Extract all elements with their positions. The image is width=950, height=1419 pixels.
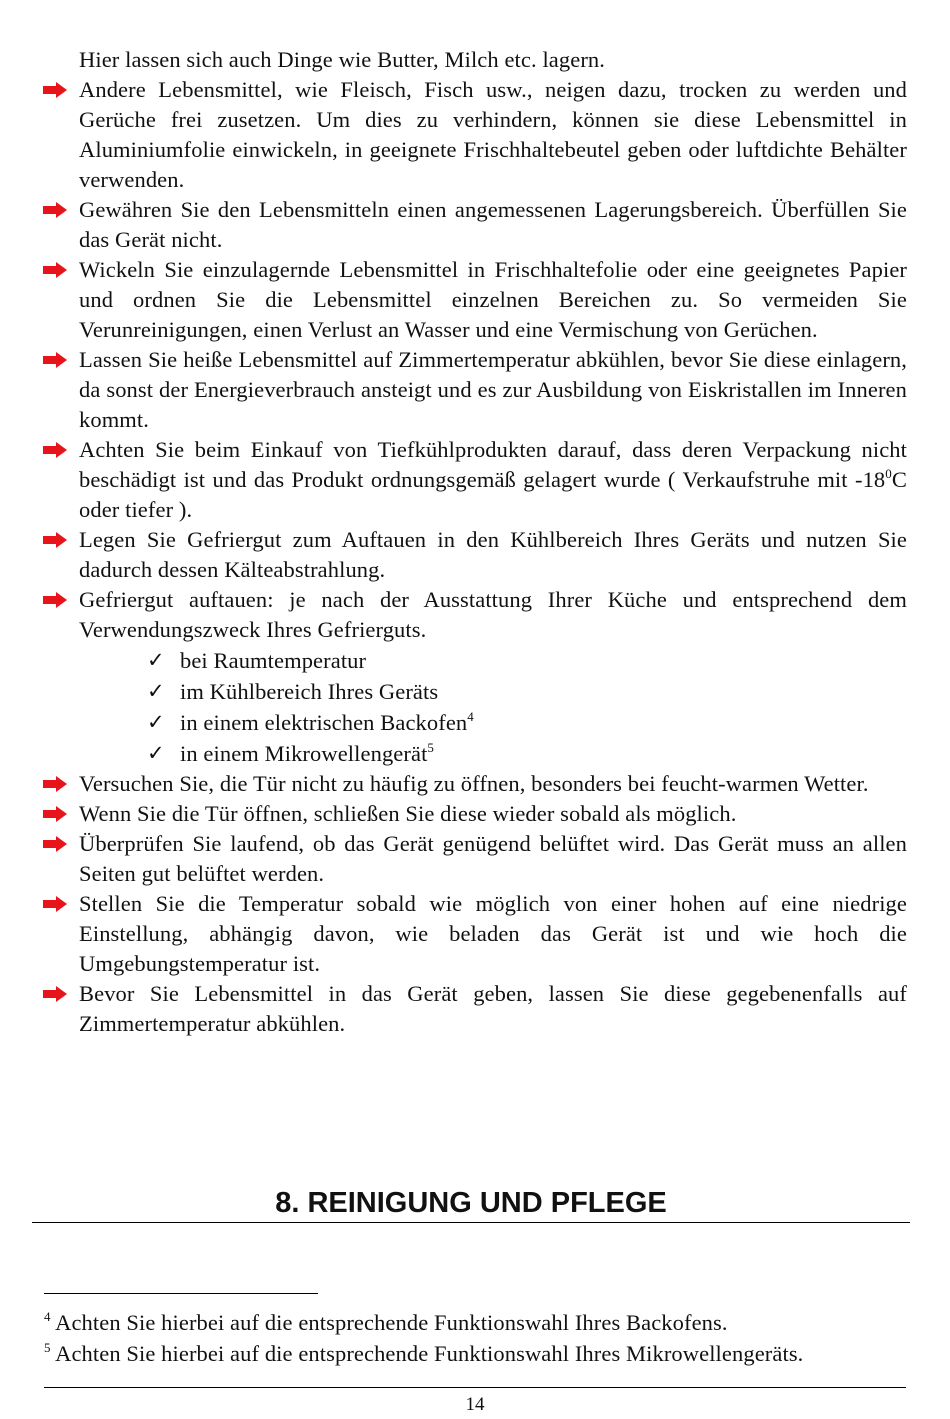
red-arrow-icon: [42, 262, 68, 278]
red-arrow-icon: [42, 442, 68, 458]
red-arrow-icon: [42, 592, 68, 608]
bullet-item: [79, 769, 907, 799]
bullet-text: Legen Sie Gefriergut zum Auftauen in den Kühlbereich Ihres Geräts und nutzen Sie dadurch dessen Kälteabstrahlung.: [79, 527, 907, 582]
bullet-text: Achten Sie beim Einkauf von Tiefkühlprodukten darauf, dass deren Verpackung nicht beschädigt ist und das Produkt ordnungsgemäß gelagert wurde ( Verkaufstruhe mit -18: [79, 437, 907, 492]
red-arrow-icon: [42, 202, 68, 218]
bullet-item: [79, 345, 907, 435]
list-item: [79, 645, 907, 676]
red-arrow-icon: [42, 82, 68, 98]
red-arrow-icon: [42, 776, 68, 792]
degree-superscript: 0: [885, 466, 892, 481]
footnote-ref[interactable]: 5: [427, 740, 435, 755]
check-item-text: in einem Mikrowellengerät: [180, 741, 428, 766]
body-text: [79, 45, 907, 1039]
red-arrow-icon: [42, 806, 68, 822]
bullet-text: Bevor Sie Lebensmittel in das Gerät geben, lassen Sie diese gegebenenfalls auf Zimmertemperatur abkühlen.: [79, 981, 907, 1036]
bullet-text: Versuchen Sie, die Tür nicht zu häufig zu öffnen, besonders bei feucht-warmen Wetter.: [79, 771, 869, 796]
red-arrow-icon: [42, 986, 68, 1002]
bullet-item: [79, 799, 907, 829]
bullet-text-end: C oder tiefer ).: [79, 467, 907, 522]
footnote-item: [44, 1338, 914, 1369]
thaw-options-list: [79, 645, 907, 769]
bullet-text: Wenn Sie die Tür öffnen, schließen Sie diese wieder sobald als möglich.: [79, 801, 737, 826]
check-mark-icon: ✓: [147, 710, 165, 734]
page-number: 14: [465, 1394, 485, 1415]
red-arrow-icon: [42, 836, 68, 852]
bullet-list-top: [79, 75, 907, 645]
list-item: [79, 707, 907, 738]
red-arrow-icon: [42, 352, 68, 368]
footer-divider: [44, 1387, 906, 1388]
section-heading: 8. REINIGUNG UND PFLEGE: [275, 1187, 667, 1219]
footnote-text: Achten Sie hierbei auf die entsprechende Funktionswahl Ihres Backofens.: [50, 1310, 728, 1335]
bullet-item-temperature: [79, 435, 907, 525]
bullet-text: Gewähren Sie den Lebensmitteln einen angemessenen Lagerungsbereich. Überfüllen Sie das Gerät nicht.: [79, 197, 907, 252]
bullet-item: [79, 585, 907, 645]
bullet-item: [79, 195, 907, 255]
bullet-text: Gefriergut auftauen: je nach der Ausstattung Ihrer Küche und entsprechend dem Verwendungszweck Ihres Gefrierguts.: [79, 587, 907, 642]
bullet-text: Wickeln Sie einzulagernde Lebensmittel in Frischhaltefolie oder eine geeignetes Papier und ordnen Sie die Lebensmittel einzelnen Bereichen zu. So vermeiden Sie Verunreinigungen, einen Verlust an Wasser und eine Vermischung von Gerüchen.: [79, 257, 907, 342]
list-item: [79, 738, 907, 769]
footnote-item: [44, 1307, 914, 1338]
intro-paragraph: Hier lassen sich auch Dinge wie Butter, Milch etc. lagern.: [79, 47, 605, 72]
list-item: [79, 676, 907, 707]
red-arrow-icon: [42, 896, 68, 912]
bullet-item: [79, 979, 907, 1039]
check-mark-icon: ✓: [147, 679, 165, 703]
bullet-item: [79, 889, 907, 979]
red-arrow-icon: [42, 532, 68, 548]
bullet-text: Überprüfen Sie laufend, ob das Gerät genügend belüftet wird. Das Gerät muss an allen Seiten gut belüftet werden.: [79, 831, 907, 886]
check-item-text: in einem elektrischen Backofen: [180, 710, 468, 735]
footnote-divider: [44, 1293, 318, 1294]
bullet-list-bottom: [79, 769, 907, 1039]
bullet-item: [79, 255, 907, 345]
footnotes: [44, 1307, 914, 1369]
bullet-text: Stellen Sie die Temperatur sobald wie möglich von einer hohen auf eine niedrige Einstellung, abhängig davon, wie beladen das Gerät ist und wie hoch die Umgebungstemperatur ist.: [79, 891, 907, 976]
footnote-ref[interactable]: 4: [467, 709, 474, 724]
heading-divider: [32, 1222, 910, 1223]
footnote-number: 5: [44, 1340, 51, 1355]
check-mark-icon: ✓: [147, 741, 165, 765]
bullet-item: [79, 525, 907, 585]
bullet-text: Andere Lebensmittel, wie Fleisch, Fisch usw., neigen dazu, trocken zu werden und Gerüche frei zusetzen. Um dies zu verhindern, können sie diese Lebensmittel in Aluminiumfolie einwickeln, in geeignete Frischhaltebeutel geben oder luftdichte Behälter verwenden.: [79, 77, 907, 192]
bullet-item: [79, 829, 907, 889]
bullet-text: Lassen Sie heiße Lebensmittel auf Zimmertemperatur abkühlen, bevor Sie diese einlagern, da sonst der Energieverbrauch ansteigt und es zur Ausbildung von Eiskristallen im Inneren kommt.: [79, 347, 907, 432]
footnote-text: Achten Sie hierbei auf die entsprechende Funktionswahl Ihres Mikrowellengeräts.: [50, 1341, 804, 1366]
footnote-number: 4: [44, 1309, 51, 1324]
check-item-text: bei Raumtemperatur: [180, 648, 367, 673]
check-mark-icon: ✓: [147, 648, 165, 672]
check-item-text: im Kühlbereich Ihres Geräts: [180, 679, 439, 704]
bullet-item: [79, 75, 907, 195]
